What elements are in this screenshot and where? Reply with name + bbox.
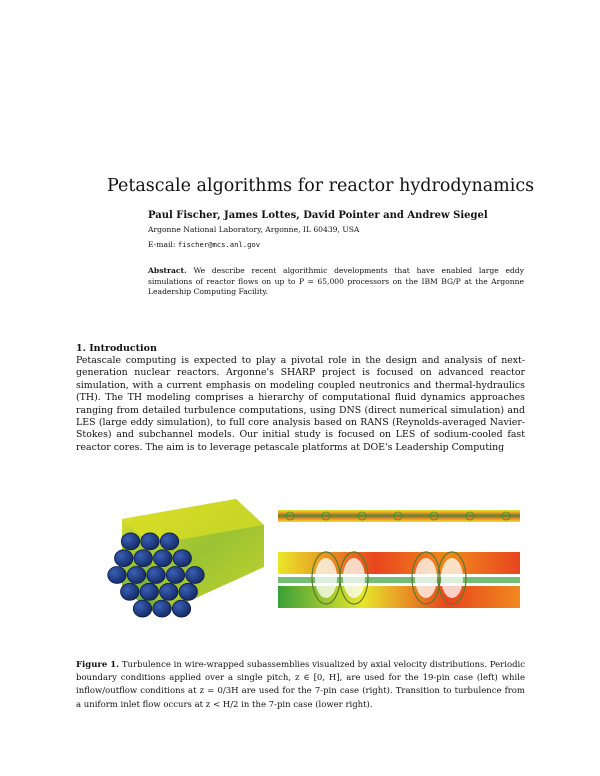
rod-end-face (186, 567, 204, 584)
rod-end-face (121, 583, 139, 600)
rod-end-face (121, 533, 139, 550)
rod-end-face (115, 550, 133, 567)
rod-end-face (108, 567, 126, 584)
email-line (148, 240, 260, 249)
rod-end-face (179, 583, 197, 600)
rod-end-face (134, 550, 152, 567)
rod-end-face (172, 600, 190, 617)
abstract-label: Abstract. (148, 266, 187, 275)
figure-caption (76, 659, 525, 712)
intro-paragraph: Petascale computing is expected to play a pivotal role in the design and analysis of next-generation nuclear reactors. Argonne's SHARP project is focused on advanced reactor simulation, with a current emphasis on modeling coupled neutronics and thermal-hydraulics (TH). The TH modeling comprises a hierarchy of computational fluid dynamics approaches ranging from detailed turbulence computations, using DNS (direct numerical simulation) and LES (large eddy simulation), to full core analysis based on RANS (Reynolds-averaged Navier-Stokes) and subchannel models. Our initial study is focused on LES of sodium-cooled fast reactor cores. The aim is to leverage petascale platforms at DOE's Leadership Computing (76, 355, 525, 453)
figure-7-pin-velocity (276, 510, 520, 620)
abstract-text: We describe recent algorithmic developments that have enabled large eddy simulations of reactor flows on up to P = 65,000 processors on the IBM BG/P at the Argonne Leadership Computing Facility. (148, 266, 525, 297)
rod-end-face (166, 567, 184, 584)
rod-end-face (160, 533, 178, 550)
rod-end-face (154, 550, 172, 567)
abstract (148, 266, 524, 298)
email-label: E-mail: (148, 240, 176, 249)
rod-end-face (140, 583, 158, 600)
figure-label: Figure 1. (76, 660, 120, 670)
rod-end-face (153, 600, 171, 617)
email-address[interactable]: fischer@mcs.anl.gov (177, 240, 261, 249)
rod-end-face (147, 567, 165, 584)
affiliation: Argonne National Laboratory, Argonne, IL 60439, USA (148, 225, 360, 234)
rod-end-face (133, 600, 151, 617)
figure-caption-text: Turbulence in wire-wrapped subassemblies visualized by axial velocity distributions. Periodic boundary conditions applied over a single pitch, z ∈ [0, H], are used for the 19-pin case (left) while inflow/outflow conditions at z = 0/3H are used for the 7-pin case (right). Transition to turbulence from a uniform inlet flow occurs at z < H/2 in the 7-pin case (lower right). (76, 660, 526, 710)
rod-end-face (127, 567, 145, 584)
figure-19-pin-bundle (88, 497, 266, 637)
rod-end-face (141, 533, 159, 550)
section-heading: 1. Introduction (76, 343, 157, 354)
rod-end-face (160, 583, 178, 600)
author-list: Paul Fischer, James Lottes, David Pointer and Andrew Siegel (148, 210, 488, 221)
paper-title: Petascale algorithms for reactor hydrodynamics (107, 176, 535, 196)
rod-end-face (173, 550, 191, 567)
